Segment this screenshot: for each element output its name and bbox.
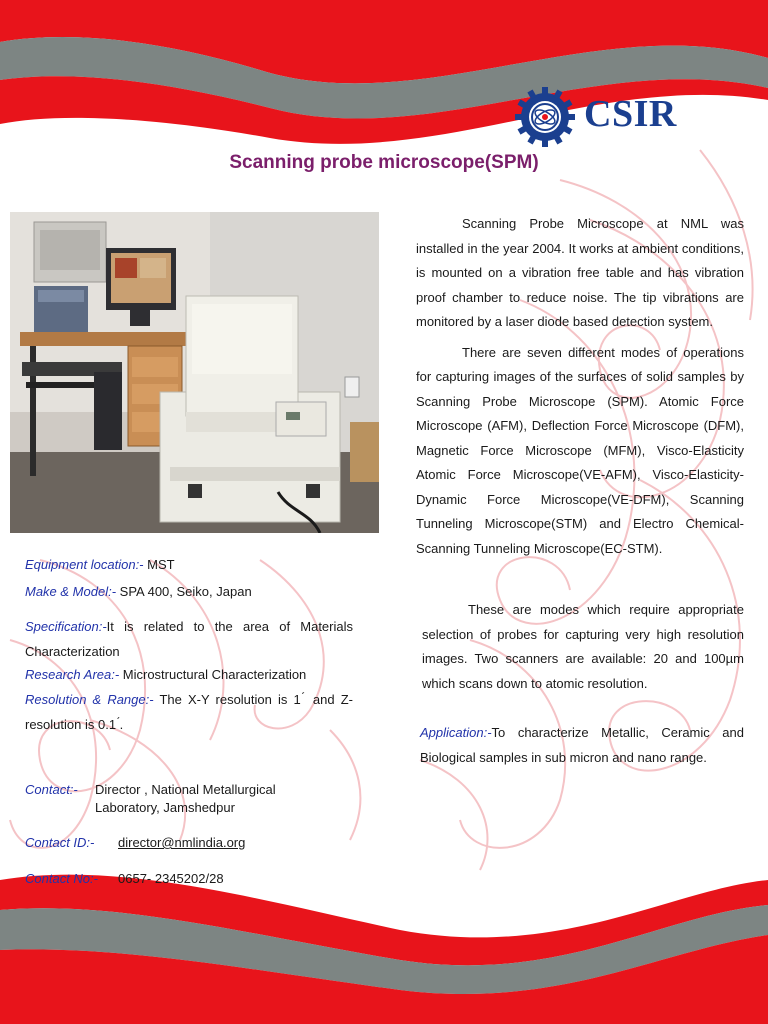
equipment-location (25, 553, 353, 578)
contact-line-1: Director , National Metallurgical (95, 782, 276, 797)
resolution-value: The X-Y resolution is 1 ́ and Z-resolution is 0.1 ́. (25, 692, 353, 732)
contact-address (95, 781, 355, 817)
application-value: To characterize Metallic, Ceramic and Biological samples in sub micron and nano range. (420, 725, 744, 765)
description-block (416, 212, 744, 561)
contact-label: Contact:- (25, 782, 78, 797)
make-model (25, 580, 353, 605)
csir-wordmark: CSIR (584, 93, 677, 135)
application-text (420, 721, 744, 770)
specification-value: It is related to the area of Materials Characterization (25, 619, 353, 659)
make-label: Make & Model:- (25, 584, 117, 599)
contact-id (118, 834, 318, 852)
research-value: Microstructural Characterization (119, 667, 307, 682)
make-value: SPA 400, Seiko, Japan (116, 584, 252, 599)
location-value: MST (143, 557, 175, 572)
contact-id-label: Contact ID:- (25, 835, 95, 850)
page-title: Scanning probe microscope(SPM) (229, 152, 539, 173)
contact-number: 0657- 2345202/28 (118, 871, 224, 886)
research-label: Research Area:- (25, 667, 120, 682)
resolution-range (25, 688, 353, 737)
location-label: Equipment location:- (25, 557, 144, 572)
contact-email-link[interactable]: director@nmlindia.org (118, 835, 246, 850)
csir-logo (514, 86, 698, 146)
description-paragraph-1: Scanning Probe Microscope at NML was installed in the year 2004. It works at ambient conditions, is mounted on a vibration free table and has vibration proof chamber to reduce noise. The tip vibrations are monitored by a laser diode based detection system. (416, 216, 744, 329)
application-label: Application:- (420, 725, 492, 740)
contact-no-label: Contact No:- (25, 871, 98, 886)
application-block (420, 721, 744, 770)
scanner-block (422, 598, 744, 696)
description-paragraph-3: These are modes which require appropriate selection of probes for capturing very high resolution images. Two scanners are available: 20 and 100µm which scans down to atomic resolution. (422, 602, 744, 691)
description-paragraph-2: There are seven different modes of operations for capturing images of the surfaces of solid samples by Scanning Probe Microscope (SPM). Atomic Force Microscope (AFM), Deflection Force Microscope (DFM), Magnetic Force Microscope (MFM), Visco-Elasticity Atomic Force Microscope(VE-AFM), Visco-Elasticity- Dynamic Force Microscope(VE-DFM), Scanning Tunneling Microscope(STM) and Electro Chemical- Scanning Tunneling Microscope(EC-STM). (416, 344, 744, 556)
research-area (25, 663, 353, 688)
contact-line-2: Laboratory, Jamshedpur (95, 800, 235, 815)
csir-emblem-icon (514, 86, 576, 148)
specification-label: Specification:- (25, 619, 107, 634)
spm-instrument-photo (10, 212, 379, 533)
resolution-label: Resolution & Range:- (25, 692, 154, 707)
specification (25, 615, 353, 664)
